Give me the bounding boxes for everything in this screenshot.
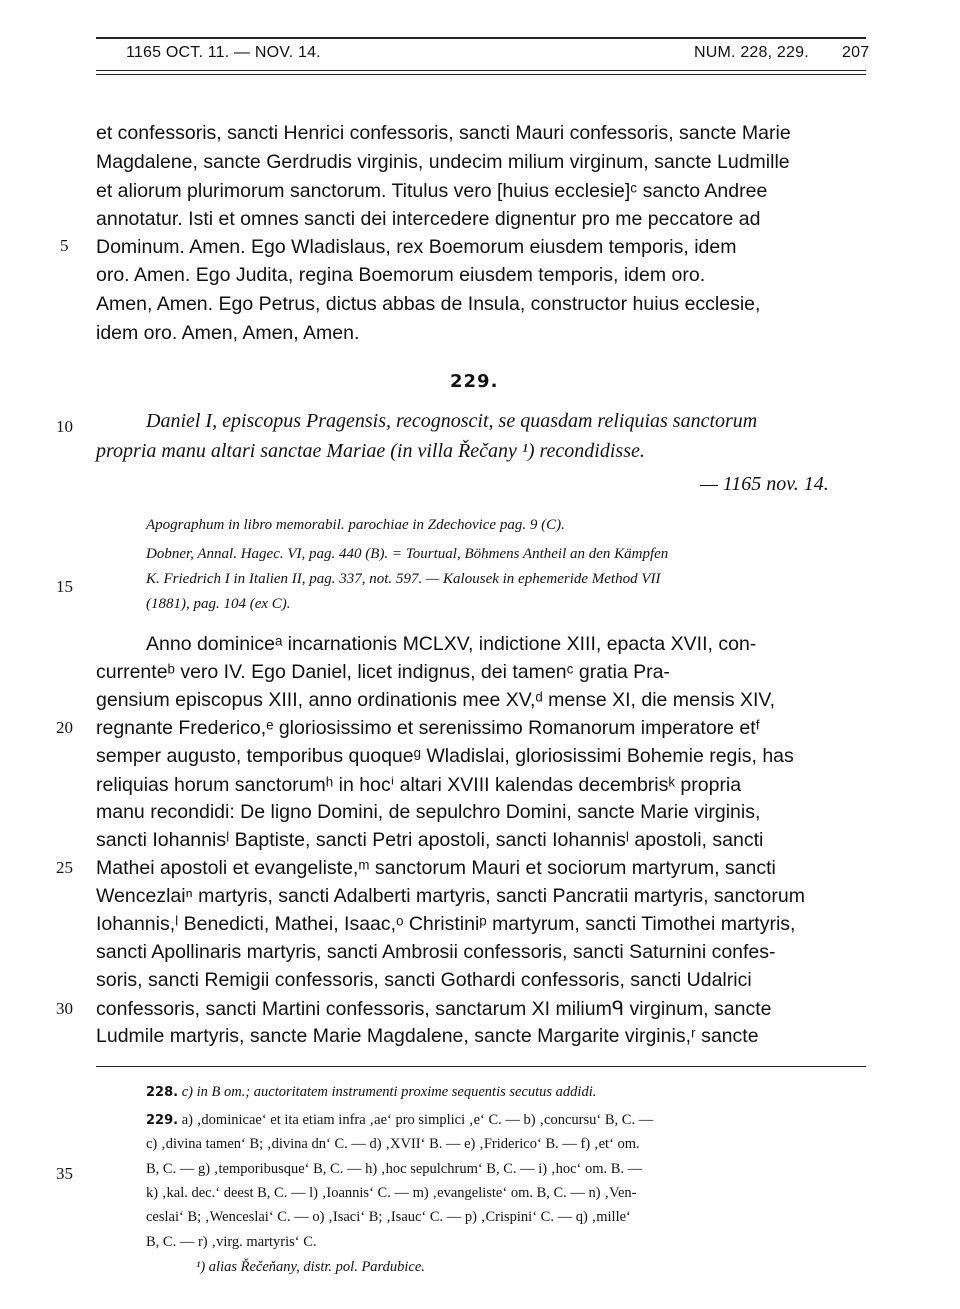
text-line: manu recondidi: De ligno Domini, de sepulchro Domini, sancte Marie virginis,	[96, 801, 761, 823]
line-number: 5	[60, 236, 69, 255]
header-rule-top	[96, 37, 866, 39]
text-line: sancti Apollinaris martyris, sancti Ambrosii confessoris, sancti Saturnini confes-	[96, 941, 776, 963]
footnote-line: B, C. — r) ‚virg. martyris‘ C.	[146, 1234, 317, 1250]
line-number: 30	[56, 999, 73, 1018]
text-line: idem oro. Amen, Amen, Amen.	[96, 322, 360, 344]
header-rule-bottom	[96, 70, 866, 71]
footnote-228	[146, 1084, 916, 1101]
text-line: Anno dominiceᵃ incarnationis MCLXV, indictione XIII, epacta XVII, con-	[146, 633, 757, 655]
footnote-line: B, C. — g) ‚temporibusque‘ B, C. — h) ‚hoc sepulchrum‘ B, C. — i) ‚hoc‘ om. B. —	[146, 1161, 643, 1177]
doc229-sources	[146, 517, 866, 617]
source-line: Dobner, Annal. Hagec. VI, pag. 440 (B). = Tourtual, Böhmens Antheil an den Kämpfen	[146, 546, 669, 562]
text-line: reliquias horum sanctorumʰ in hocⁱ altari XVIII kalendas decembrisᵏ propria	[96, 774, 742, 796]
line-number: 10	[56, 417, 73, 436]
text-line: Iohannis,ˡ Benedicti, Mathei, Isaac,ᵒ Christiniᵖ martyrum, sancti Timothei martyris,	[96, 913, 796, 935]
line-number: 15	[56, 577, 73, 596]
line-number: 35	[56, 1164, 73, 1183]
text-line: Ludmile martyris, sancte Marie Magdalene, sancte Margarite virginis,ʳ sancte	[96, 1025, 759, 1047]
footnote-line: ceslai‘ B; ‚Wenceslai‘ C. — o) ‚Isaci‘ B; ‚Isauc‘ C. — p) ‚Crispini‘ C. — q) ‚mille‘	[146, 1209, 631, 1225]
footnote-label: 228.	[146, 1085, 179, 1100]
source-line: K. Friedrich I in Italien II, pag. 337, not. 597. — Kalousek in ephemeride Method VII	[146, 571, 661, 587]
header-date-range: 1165 OCT. 11. — NOV. 14.	[126, 44, 321, 61]
text-line: soris, sancti Remigii confessoris, sancti Gothardi confessoris, sancti Udalrici	[96, 969, 752, 991]
footnote-229	[146, 1112, 916, 1129]
text-line: et confessoris, sancti Henrici confessoris, sancti Mauri confessoris, sancte Marie	[96, 122, 791, 144]
text-line: annotatur. Isti et omnes sancti dei intercedere dignentur pro me peccatore ad	[96, 208, 761, 230]
footnote-label: 229.	[146, 1113, 179, 1128]
text-line: et aliorum plurimorum sanctorum. Titulus vero [huius ecclesie]ᶜ sancto Andree	[96, 180, 768, 202]
place-footnote: ¹) alias Řečeňany, distr. pol. Pardubice.	[196, 1259, 425, 1275]
footnotes	[146, 1084, 866, 1284]
text-line: regnante Frederico,ᵉ gloriosissimo et serenissimo Romanorum imperatore etᶠ	[96, 717, 761, 739]
text-line: Amen, Amen. Ego Petrus, dictus abbas de Insula, constructor huius ecclesie,	[96, 293, 761, 315]
document-number: 229.	[450, 371, 499, 392]
text-line: Dominum. Amen. Ego Wladislaus, rex Boemorum eiusdem temporis, idem	[96, 236, 737, 258]
text-line: Wencezlaiⁿ martyris, sancti Adalberti martyris, sancti Pancratii martyris, sanctorum	[96, 885, 805, 907]
line-number: 25	[56, 858, 73, 877]
footnote-text: c) in B om.; auctoritatem instrumenti proxime sequentis secutus addidi.	[181, 1084, 597, 1100]
header-doc-numbers: NUM. 228, 229.	[694, 44, 809, 61]
doc228-text	[96, 122, 866, 352]
text-line: gensium episcopus XIII, anno ordinationis mee XV,ᵈ mense XI, die mensis XIV,	[96, 689, 776, 711]
regest-line: Daniel I, episcopus Pragensis, recognoscit, se quasdam reliquias sanctorum	[146, 410, 758, 432]
regest-line: propria manu altari sanctae Mariae (in villa Řečany ¹) recondidisse.	[96, 440, 645, 462]
source-line: (1881), pag. 104 (ex C).	[146, 596, 291, 612]
text-line: oro. Amen. Ego Judita, regina Boemorum eiusdem temporis, idem oro.	[96, 264, 706, 286]
text-line: Magdalene, sancte Gerdrudis virginis, undecim milium virginum, sancte Ludmille	[96, 151, 790, 173]
text-line: Mathei apostoli et evangeliste,ᵐ sanctorum Mauri et sociorum martyrum, sancti	[96, 857, 776, 879]
footnote-line: c) ‚divina tamen‘ B; ‚divina dn‘ C. — d) ‚XVII‘ B. — e) ‚Friderico‘ B. — f) ‚et‘ om.	[146, 1136, 640, 1152]
text-line: sancti Iohannisˡ Baptiste, sancti Petri apostoli, sancti Iohannisˡ apostoli, sancti	[96, 829, 764, 851]
line-number: 20	[56, 718, 73, 737]
text-line: semper augusto, temporibus quoqueᵍ Wladislai, gloriosissimi Bohemie regis, has	[96, 745, 794, 767]
doc229-text	[96, 633, 866, 1053]
source-line: Apographum in libro memorabil. parochiae in Zdechovice pag. 9 (C).	[146, 517, 565, 533]
document-date: — 1165 nov. 14.	[700, 473, 829, 495]
footnote-separator	[96, 1066, 866, 1067]
doc229-regest	[96, 410, 866, 470]
running-header	[126, 44, 870, 68]
header-rule-bottom-2	[96, 74, 866, 75]
page-number: 207	[842, 44, 870, 61]
footnote-text: a) ‚dominicae‘ et ita etiam infra ‚ae‘ pro simplici ‚e‘ C. — b) ‚concursu‘ B, C. —	[181, 1112, 654, 1128]
text-line: confessoris, sancti Martini confessoris, sanctarum XI miliumᑫ virginum, sancte	[96, 998, 772, 1020]
text-line: currenteᵇ vero IV. Ego Daniel, licet indignus, dei tamenᶜ gratia Pra-	[96, 661, 670, 683]
footnote-line: k) ‚kal. dec.‘ deest B, C. — l) ‚Ioannis‘ C. — m) ‚evangeliste‘ om. B, C. — n) ‚Ven-	[146, 1185, 637, 1201]
